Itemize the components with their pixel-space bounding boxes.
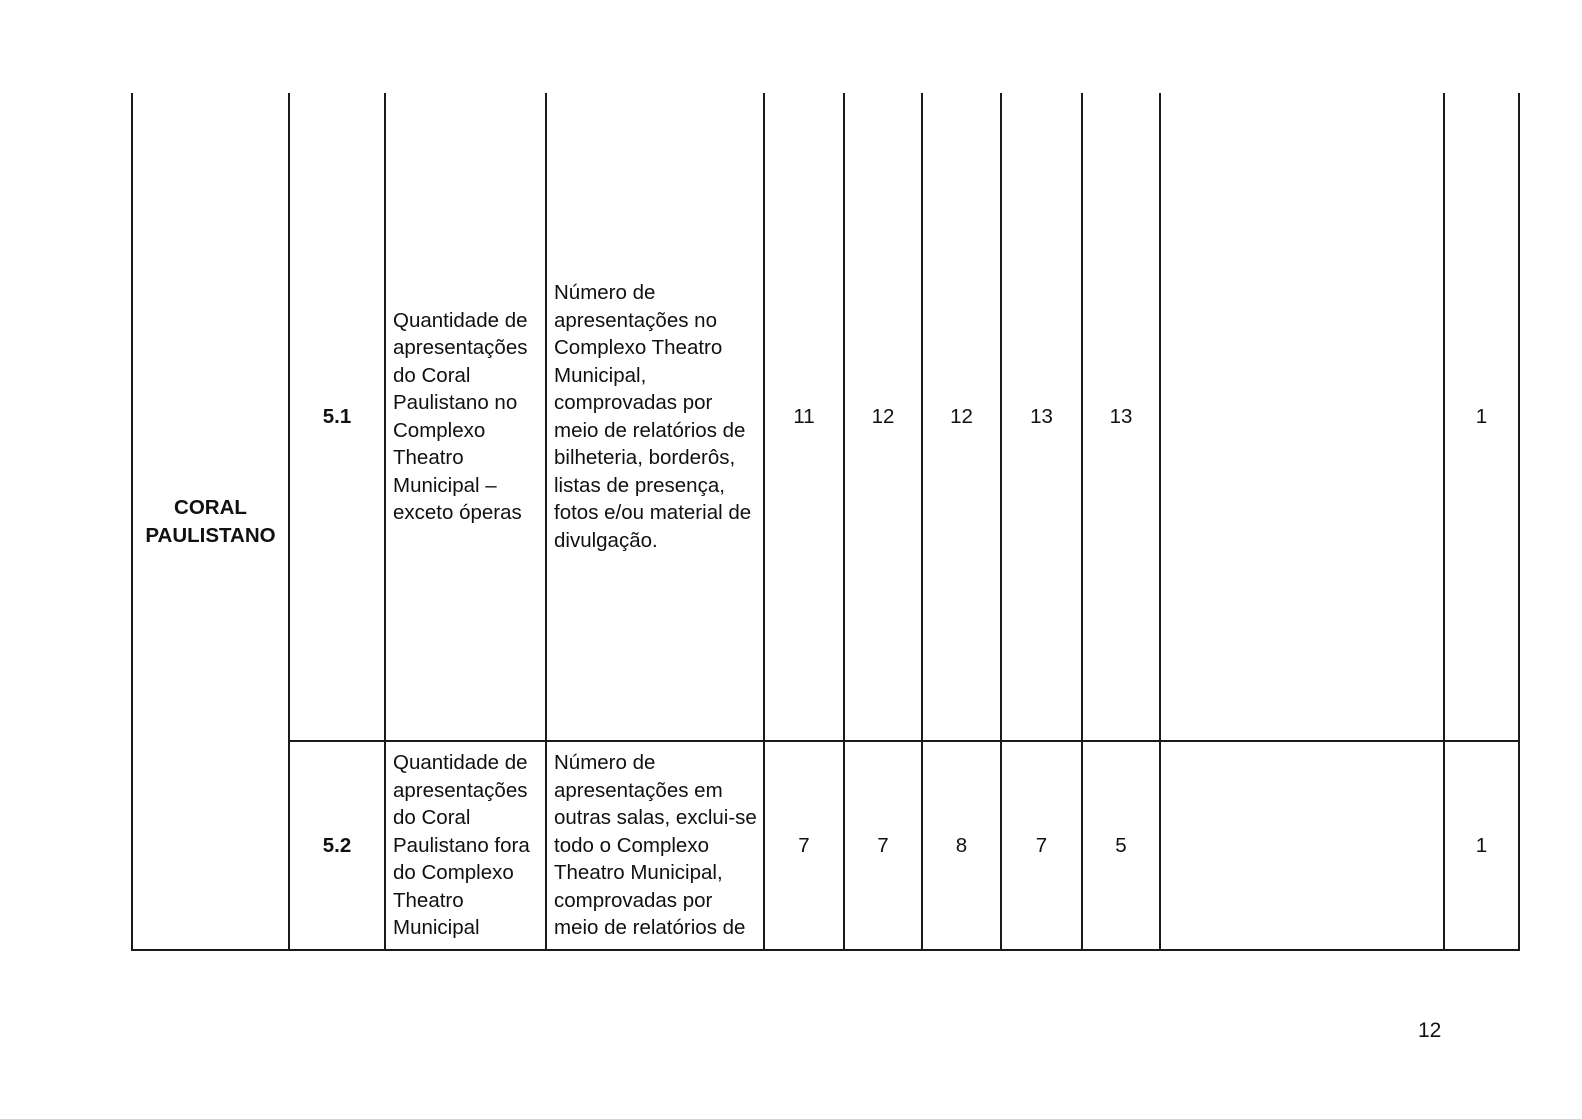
table-cell-code: 5.2 (322, 833, 352, 857)
table-cell-value: 7 (877, 833, 889, 857)
table-cell-blank (1161, 742, 1443, 949)
table-cell-code: 5.1 (322, 404, 352, 428)
table-border-bottom (131, 949, 1520, 951)
table-cell-value: 12 (871, 404, 895, 428)
table-cell-method: Número de apresentações no Complexo Theatro Municipal, comprovadas por meio de relatórios de bilheteria, borderôs, listas de presença, fotos e/ou material de divulgação. (554, 281, 752, 552)
table-cell-blank (1161, 93, 1443, 740)
table-cell-method: Número de apresentações em outras salas, exclui-se todo o Complexo Theatro Municipal, comprovadas por meio de relatórios de (554, 751, 757, 940)
table-cell-indicator: Quantidade de apresentações do Coral Paulistano fora do Complexo Theatro Municipal (393, 751, 530, 940)
table-cell-last: 1 (1475, 833, 1488, 857)
table-cell-value: 11 (793, 404, 815, 428)
group-label-cell (133, 93, 288, 950)
table-cell-last: 1 (1475, 404, 1488, 428)
table-cell-value: 13 (1030, 404, 1053, 428)
table-cell-value: 7 (798, 833, 810, 857)
group-label: CORAL PAULISTANO (145, 496, 276, 547)
table-cell-value: 12 (950, 404, 973, 428)
table-cell-indicator: Quantidade de apresentações do Coral Paulistano no Complexo Theatro Municipal – exceto óperas (393, 308, 528, 524)
table-cell-value: 13 (1109, 404, 1133, 428)
table-cell-value: 7 (1035, 833, 1048, 857)
table-border-right (1518, 93, 1520, 950)
page-number: 12 (1418, 1019, 1442, 1042)
table-cell-value: 8 (955, 833, 968, 857)
table-cell-value: 5 (1115, 833, 1127, 857)
